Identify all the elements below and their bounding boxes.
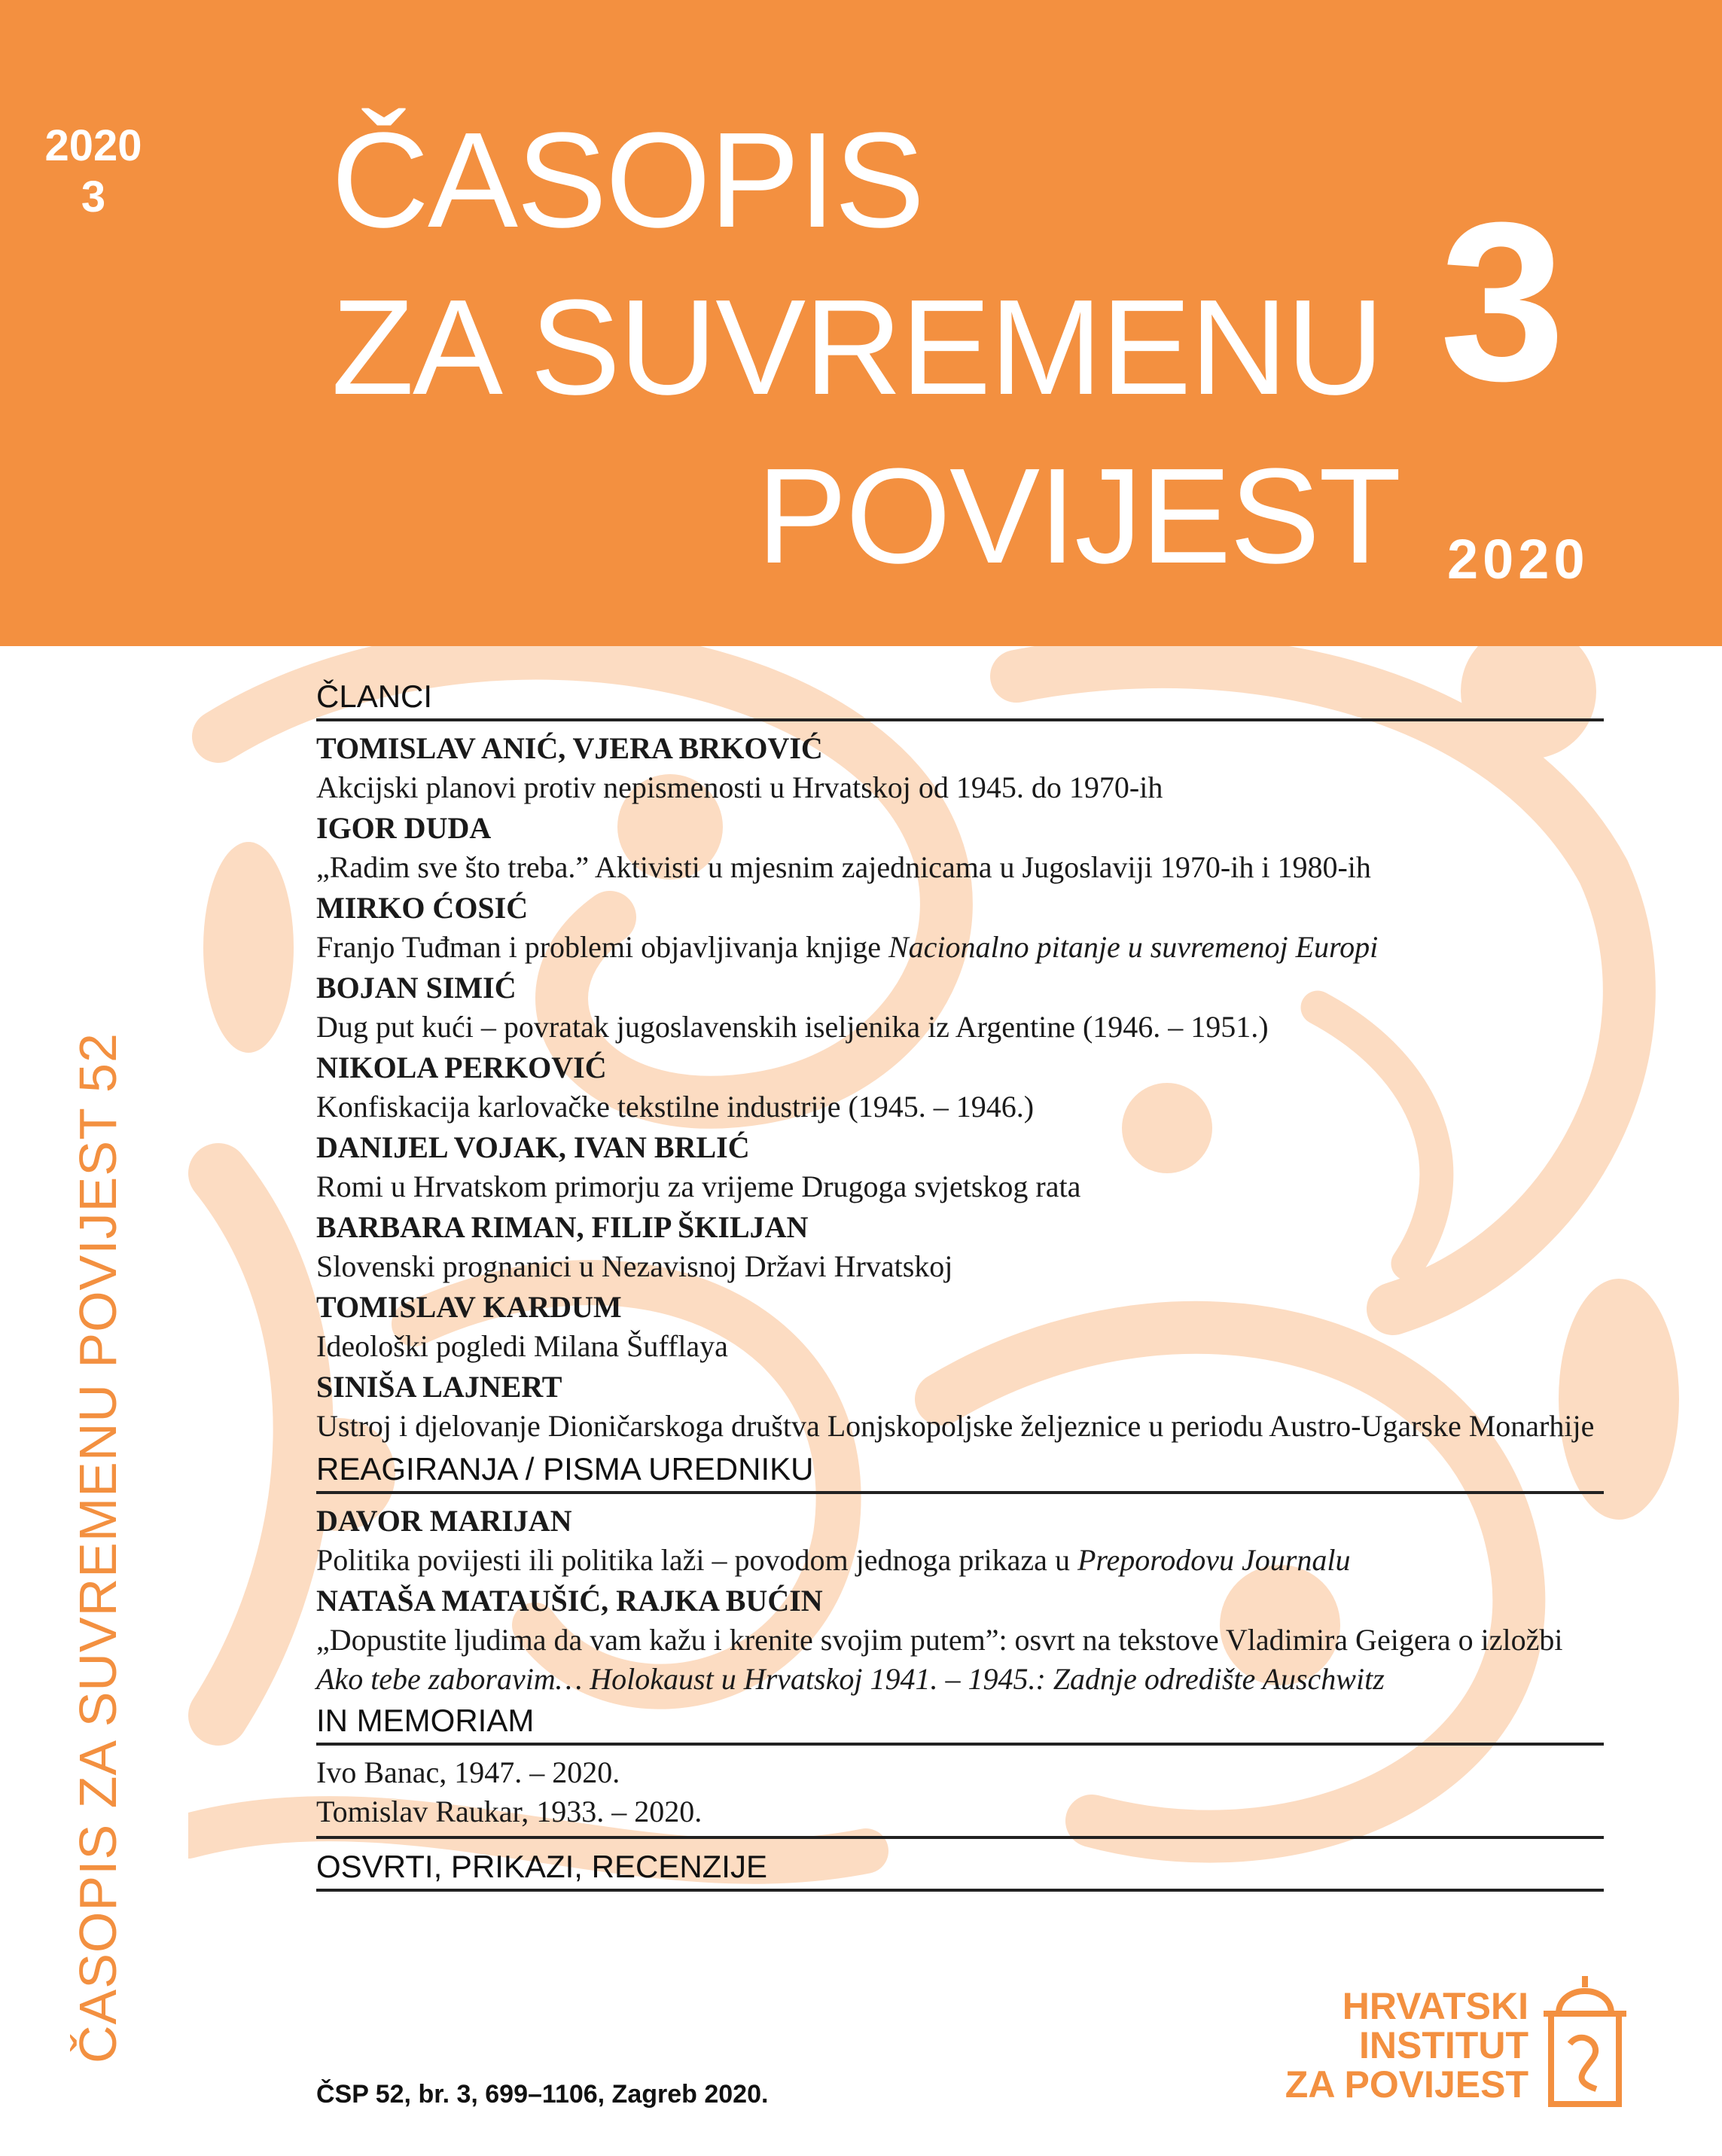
toc-entry bbox=[316, 1048, 1604, 1127]
logo-line: HRVATSKI bbox=[1342, 1985, 1528, 2027]
toc-entry bbox=[316, 1208, 1604, 1286]
toc-entry bbox=[316, 889, 1604, 967]
article-title bbox=[316, 1087, 1604, 1127]
issue-number: 3 bbox=[1440, 175, 1565, 428]
toc-entry bbox=[316, 1288, 1604, 1366]
article-title-text: Slovenski prognanici u Nezavisnoj Državi Hrvatskoj bbox=[316, 1249, 953, 1283]
toc-entry bbox=[316, 968, 1604, 1047]
article-title-text: Konfiskacija karlovačke tekstilne industrije (1945. – 1946.) bbox=[316, 1090, 1035, 1124]
article-title-text: Romi u Hrvatskom primorju za vrijeme Drugoga svjetskog rata bbox=[316, 1169, 1081, 1203]
author-name: MIRKO ĆOSIĆ bbox=[316, 891, 529, 925]
institute-logo-text bbox=[1242, 1987, 1528, 2104]
spine-title: ČASOPIS ZA SUVREMENU POVIJEST 52 bbox=[69, 1032, 127, 2063]
table-of-contents bbox=[316, 676, 1604, 1899]
article-title bbox=[316, 768, 1604, 807]
toc-entry bbox=[316, 1368, 1604, 1446]
article-title bbox=[316, 848, 1604, 887]
memoriam-entry: Ivo Banac, 1947. – 2020. bbox=[316, 1755, 620, 1789]
toc-entry bbox=[316, 1502, 1604, 1580]
section-heading-letters: REAGIRANJA / PISMA UREDNIKU bbox=[316, 1449, 1604, 1494]
toc-entry bbox=[316, 809, 1604, 887]
author-name: DANIJEL VOJAK, IVAN BRLIĆ bbox=[316, 1130, 750, 1164]
toc-entry bbox=[316, 1581, 1604, 1699]
header-year-issue bbox=[33, 120, 154, 223]
article-title-text: Dug put kući – povratak jugoslavenskih iseljenika iz Argentine (1946. – 1951.) bbox=[316, 1010, 1269, 1044]
journal-title-line3: POVIJEST bbox=[757, 441, 1400, 592]
section-heading-reviews: OSVRTI, PRIKAZI, RECENZIJE bbox=[316, 1846, 1604, 1892]
section-heading-memoriam: IN MEMORIAM bbox=[316, 1700, 1604, 1746]
article-title bbox=[316, 1167, 1604, 1206]
letters-list bbox=[316, 1502, 1604, 1699]
memoriam-list bbox=[316, 1753, 1604, 1839]
toc-entry bbox=[316, 1128, 1604, 1206]
article-title bbox=[316, 1327, 1604, 1366]
article-title-text: Ustroj i djelovanje Dioničarskoga društva Lonjskopoljske željeznice u periodu Austro-Ugarske Monarhije bbox=[316, 1409, 1595, 1443]
article-title-italic: Nacionalno pitanje u suvremenoj Europi bbox=[888, 930, 1379, 964]
issue-year: 2020 bbox=[1447, 528, 1589, 590]
header-issue: 3 bbox=[81, 172, 106, 221]
toc-entry bbox=[316, 729, 1604, 807]
author-name: SINIŠA LAJNERT bbox=[316, 1370, 562, 1404]
institute-building-icon bbox=[1536, 1968, 1634, 2112]
article-title-italic: Preporodovu Journalu bbox=[1077, 1543, 1351, 1577]
article-title-text: Politika povijesti ili politika laži – povodom jednoga prikaza u bbox=[316, 1543, 1077, 1577]
article-title bbox=[316, 1407, 1604, 1446]
article-title-text: Akcijski planovi protiv nepismenosti u Hrvatskoj od 1945. do 1970-ih bbox=[316, 770, 1163, 804]
article-title bbox=[316, 1541, 1604, 1580]
logo-line: INSTITUT bbox=[1359, 2024, 1528, 2066]
author-name: NATAŠA MATAUŠIĆ, RAJKA BUĆIN bbox=[316, 1584, 823, 1618]
section-heading-articles: ČLANCI bbox=[316, 676, 1604, 721]
article-title bbox=[316, 1008, 1604, 1047]
article-title bbox=[316, 928, 1604, 967]
author-name: BARBARA RIMAN, FILIP ŠKILJAN bbox=[316, 1210, 809, 1244]
author-name: BOJAN SIMIĆ bbox=[316, 971, 517, 1005]
article-title bbox=[316, 1621, 1604, 1699]
article-title-text: „Dopustite ljudima da vam kažu i krenite svojim putem”: osvrt na tekstove Vladimira Geigera o izložbi bbox=[316, 1623, 1563, 1657]
author-name: DAVOR MARIJAN bbox=[316, 1504, 572, 1538]
journal-title-line2: ZA SUVREMENU bbox=[331, 272, 1383, 423]
author-name: NIKOLA PERKOVIĆ bbox=[316, 1051, 607, 1084]
article-title-text: Ideološki pogledi Milana Šufflaya bbox=[316, 1329, 728, 1363]
article-title-italic: Ako tebe zaboravim… Holokaust u Hrvatskoj 1941. – 1945.: Zadnje odredište Auschwitz bbox=[316, 1662, 1385, 1696]
journal-title-line1: ČASOPIS bbox=[331, 105, 924, 256]
author-name: IGOR DUDA bbox=[316, 811, 492, 845]
author-name: TOMISLAV ANIĆ, VJERA BRKOVIĆ bbox=[316, 731, 823, 765]
logo-line: ZA POVIJEST bbox=[1285, 2063, 1528, 2106]
citation-footer: ČSP 52, br. 3, 699–1106, Zagreb 2020. bbox=[316, 2080, 769, 2109]
article-title-text: „Radim sve što treba.” Aktivisti u mjesnim zajednicama u Jugoslaviji 1970-ih i 1980-ih bbox=[316, 850, 1371, 884]
article-title bbox=[316, 1247, 1604, 1286]
articles-list bbox=[316, 729, 1604, 1446]
author-name: TOMISLAV KARDUM bbox=[316, 1290, 622, 1324]
header-year: 2020 bbox=[44, 121, 142, 170]
article-title-text: Franjo Tuđman i problemi objavljivanja knjige bbox=[316, 930, 888, 964]
memoriam-entry: Tomislav Raukar, 1933. – 2020. bbox=[316, 1795, 703, 1828]
